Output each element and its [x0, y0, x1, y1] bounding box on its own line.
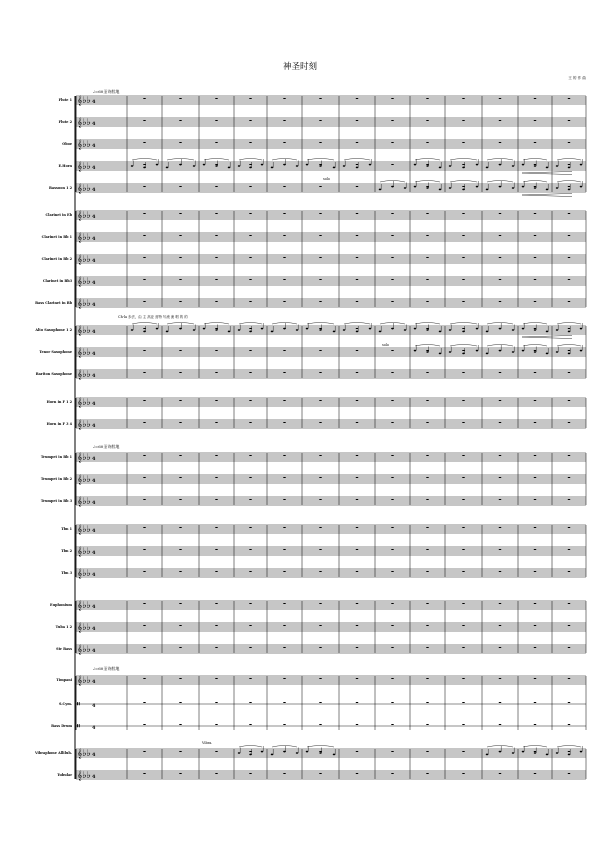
tempo-marking: ♩=60圣诗般地: [93, 666, 120, 671]
note: [486, 754, 489, 756]
slur: [557, 746, 581, 748]
svg-text:𝄞♭♭: 𝄞♭♭: [77, 348, 91, 358]
instrument-label: Str Bass: [56, 646, 72, 651]
slur: [523, 181, 547, 183]
slur: [415, 345, 440, 347]
note: [556, 165, 559, 167]
note: [143, 331, 146, 333]
note: [166, 331, 169, 333]
instrument-label: Tbn 3: [61, 570, 72, 575]
note: [249, 754, 252, 756]
note: [369, 164, 372, 166]
instrument-label: Trumpet in Bb 2: [40, 476, 72, 481]
note: [283, 328, 286, 330]
svg-text:4: 4: [92, 774, 96, 780]
instrument-label: Flute 2: [58, 119, 72, 124]
svg-text:4: 4: [92, 604, 96, 610]
svg-text:𝄞♭♭: 𝄞♭♭: [77, 255, 91, 265]
note: [568, 167, 571, 169]
note: [449, 165, 452, 167]
instrument-label: Clarinet in Eb: [45, 212, 72, 217]
svg-text:4: 4: [92, 401, 96, 407]
note: [261, 164, 264, 166]
note: [156, 164, 159, 166]
slur: [450, 159, 477, 161]
note: [414, 328, 417, 330]
note: [215, 329, 218, 331]
svg-text:𝄞♭♭: 𝄞♭♭: [77, 184, 91, 194]
note: [486, 331, 489, 333]
instrument-label: Horn in F 1 2: [46, 399, 72, 404]
slur: [132, 323, 157, 325]
slur: [239, 323, 262, 325]
slur: [557, 345, 581, 347]
note: [391, 328, 394, 330]
slur: [487, 323, 513, 325]
svg-text:4: 4: [92, 99, 96, 105]
note: [512, 351, 515, 353]
instrument-label: Tbn 2: [61, 548, 72, 553]
note: [580, 350, 583, 352]
slur: [557, 159, 581, 161]
slur: [344, 159, 370, 161]
staff: [76, 276, 586, 287]
svg-text:𝄞♭♭: 𝄞♭♭: [77, 299, 91, 309]
note: [462, 331, 465, 333]
instrument-label: Bass Clarinet in Bb: [35, 300, 72, 305]
slur: [487, 746, 513, 748]
note: [306, 328, 309, 330]
instrument-label: Euphonium: [50, 602, 72, 607]
note: [546, 189, 549, 191]
svg-text:4: 4: [92, 725, 96, 731]
slur: [307, 746, 334, 748]
note: [462, 189, 465, 191]
staff: [76, 675, 586, 686]
solo-marking: solo: [323, 177, 330, 181]
note: [228, 167, 231, 169]
note: [319, 165, 322, 167]
slur: [307, 323, 334, 325]
instrument-label: Timpani: [56, 677, 72, 682]
note: [369, 328, 372, 330]
svg-text:𝄞♭♭: 𝄞♭♭: [77, 326, 91, 336]
staff: [76, 546, 586, 557]
staff: [76, 419, 586, 430]
note: [568, 189, 571, 191]
staff: [76, 183, 586, 194]
slur: [450, 323, 477, 325]
svg-text:𝄞♭♭: 𝄞♭♭: [77, 453, 91, 463]
note: [476, 186, 479, 188]
slur: [307, 159, 334, 161]
note: [522, 164, 525, 166]
note: [556, 351, 559, 353]
instrument-label: Tuba 1 2: [55, 624, 72, 629]
note: [296, 329, 299, 331]
instrument-label: Tbn 1: [61, 526, 72, 531]
instrument-label: Tenor Saxophone: [39, 349, 72, 354]
svg-text:4: 4: [92, 572, 96, 578]
note: [499, 350, 502, 352]
note: [486, 189, 489, 191]
slur: [204, 159, 229, 161]
slur: [272, 746, 297, 748]
staff: [76, 161, 586, 172]
svg-text:4: 4: [92, 679, 96, 685]
note: [271, 331, 274, 333]
note: [580, 328, 583, 330]
note: [414, 350, 417, 352]
slur: [557, 181, 581, 183]
note: [271, 754, 274, 756]
vibraphone-marking: Vibra.: [202, 741, 213, 745]
instrument-label: Clarinet in Bb 1: [41, 234, 72, 239]
note: [534, 329, 537, 331]
note: [568, 754, 571, 756]
note: [283, 164, 286, 166]
note: [426, 165, 429, 167]
note: [476, 164, 479, 166]
svg-text:4: 4: [92, 500, 96, 506]
staff: [76, 722, 586, 732]
staff: [76, 452, 586, 463]
note: [439, 189, 442, 191]
staff: [76, 325, 586, 336]
note: [546, 331, 549, 333]
instrument-label: Bass Drum: [51, 723, 72, 728]
note: [522, 350, 525, 352]
note: [333, 167, 336, 169]
svg-text:𝄞♭♭: 𝄞♭♭: [77, 547, 91, 557]
note: [379, 189, 382, 191]
svg-text:4: 4: [92, 214, 96, 220]
staff: [76, 568, 586, 579]
note: [534, 187, 537, 189]
instrument-label: Bariton Saxophone: [35, 371, 72, 376]
instrument-label: Tubular: [57, 772, 72, 777]
note: [193, 165, 196, 167]
note: [462, 167, 465, 169]
slur: [487, 159, 513, 161]
note: [193, 329, 196, 331]
note: [449, 187, 452, 189]
svg-text:𝄞♭♭: 𝄞♭♭: [77, 233, 91, 243]
svg-text:4: 4: [92, 648, 96, 654]
svg-text:𝄞♭♭: 𝄞♭♭: [77, 645, 91, 655]
svg-text:𝄞♭♭: 𝄞♭♭: [77, 475, 91, 485]
svg-text:4: 4: [92, 351, 96, 357]
slur: [487, 345, 513, 347]
slur: [415, 323, 440, 325]
note: [534, 351, 537, 353]
svg-text:𝄞♭♭: 𝄞♭♭: [77, 398, 91, 408]
svg-text:4: 4: [92, 165, 96, 171]
note: [179, 164, 182, 166]
note: [238, 329, 241, 331]
note: [404, 329, 407, 331]
note: [426, 351, 429, 353]
note: [556, 329, 559, 331]
note: [306, 164, 309, 166]
note: [271, 167, 274, 169]
note: [439, 353, 442, 355]
svg-text:4: 4: [92, 187, 96, 193]
svg-text:𝄥: 𝄥: [77, 700, 80, 710]
note: [296, 165, 299, 167]
slur: [415, 159, 440, 161]
staff: [76, 254, 586, 265]
staff: [76, 474, 586, 485]
staff: [76, 117, 586, 128]
svg-text:𝄥: 𝄥: [77, 722, 80, 732]
staff: [76, 232, 586, 243]
slur: [523, 159, 547, 161]
note: [499, 186, 502, 188]
instrument-label: Alto Saxophone 1 2: [35, 327, 72, 332]
note: [131, 329, 134, 331]
note: [179, 328, 182, 330]
instrument-label: E.Horn: [58, 163, 72, 168]
svg-text:𝄞♭♭: 𝄞♭♭: [77, 569, 91, 579]
note: [249, 167, 252, 169]
note: [486, 167, 489, 169]
staff: [76, 347, 586, 358]
note: [404, 187, 407, 189]
note: [556, 752, 559, 754]
note: [283, 751, 286, 753]
note: [319, 329, 322, 331]
slur: [523, 345, 547, 347]
note: [215, 165, 218, 167]
svg-text:𝄞♭♭: 𝄞♭♭: [77, 601, 91, 611]
slur: [167, 323, 194, 325]
note: [249, 331, 252, 333]
slur: [239, 746, 262, 748]
instrument-label: Flute 1: [58, 97, 72, 102]
note: [499, 164, 502, 166]
note: [512, 329, 515, 331]
hairpin: [522, 171, 572, 174]
svg-text:𝄞♭♭: 𝄞♭♭: [77, 211, 91, 221]
note: [333, 754, 336, 756]
note: [556, 187, 559, 189]
instrument-label: Trumpet in Bb 1: [40, 454, 72, 459]
staff: [76, 748, 586, 759]
note: [439, 331, 442, 333]
tempo-marking: ♩=60圣诗般地: [93, 444, 120, 449]
svg-text:4: 4: [92, 121, 96, 127]
svg-text:4: 4: [92, 478, 96, 484]
note: [414, 164, 417, 166]
note: [439, 167, 442, 169]
note: [343, 329, 346, 331]
note: [203, 328, 206, 330]
note: [546, 353, 549, 355]
instrument-label: S.Cym.: [59, 701, 72, 706]
instrument-label: Trumpet in Bb 3: [40, 498, 72, 503]
staff: [76, 770, 586, 781]
slur: [380, 323, 405, 325]
staff: [76, 298, 586, 309]
note: [546, 754, 549, 756]
solo-marking: solo: [382, 343, 389, 347]
slur: [132, 159, 157, 161]
instrument-label: Clarinet in Bb 2: [41, 256, 72, 261]
staff: [76, 622, 586, 633]
svg-text:4: 4: [92, 373, 96, 379]
svg-text:4: 4: [92, 280, 96, 286]
svg-text:𝄞♭♭: 𝄞♭♭: [77, 140, 91, 150]
svg-text:𝄞♭♭: 𝄞♭♭: [77, 771, 91, 781]
slur: [523, 323, 547, 325]
slur: [204, 323, 229, 325]
note: [131, 165, 134, 167]
note: [522, 186, 525, 188]
staff: [76, 95, 586, 106]
note: [333, 331, 336, 333]
note: [319, 752, 322, 754]
note: [499, 328, 502, 330]
note: [568, 353, 571, 355]
note: [512, 187, 515, 189]
note: [156, 328, 159, 330]
note: [238, 165, 241, 167]
note: [391, 186, 394, 188]
slur: [167, 159, 194, 161]
note: [343, 165, 346, 167]
note: [486, 353, 489, 355]
svg-text:𝄞♭♭: 𝄞♭♭: [77, 370, 91, 380]
staff: [76, 369, 586, 380]
slur: [450, 345, 477, 347]
tempo-marking: ♩=60圣诗般地: [93, 89, 120, 94]
svg-text:𝄞♭♭: 𝄞♭♭: [77, 96, 91, 106]
note: [414, 186, 417, 188]
note: [203, 164, 206, 166]
slur: [523, 746, 547, 748]
note: [522, 328, 525, 330]
note: [580, 164, 583, 166]
svg-text:𝄞♭♭: 𝄞♭♭: [77, 623, 91, 633]
staff: [76, 139, 586, 150]
note: [462, 353, 465, 355]
instrument-label: Vibraphone Alliluh.: [34, 750, 72, 755]
note: [449, 329, 452, 331]
note: [356, 167, 359, 169]
note: [534, 752, 537, 754]
note: [512, 165, 515, 167]
note: [166, 167, 169, 169]
svg-text:4: 4: [92, 236, 96, 242]
svg-text:4: 4: [92, 423, 96, 429]
slur: [450, 181, 477, 183]
expression-text: Ch-la 步法，由 主 高亚 营特 写流 流 唱 的 的: [118, 315, 188, 319]
note: [143, 167, 146, 169]
svg-text:𝄞♭♭: 𝄞♭♭: [77, 162, 91, 172]
note: [228, 331, 231, 333]
svg-text:4: 4: [92, 626, 96, 632]
svg-text:4: 4: [92, 258, 96, 264]
note: [449, 351, 452, 353]
note: [522, 751, 525, 753]
score-title: 神圣时刻: [282, 62, 317, 72]
svg-text:4: 4: [92, 302, 96, 308]
slur: [557, 323, 581, 325]
staff: [76, 496, 586, 507]
svg-text:𝄞♭♭: 𝄞♭♭: [77, 676, 91, 686]
note: [426, 187, 429, 189]
note: [512, 752, 515, 754]
note: [534, 165, 537, 167]
slur: [415, 181, 440, 183]
staff: [76, 210, 586, 221]
svg-text:𝄞♭♭: 𝄞♭♭: [77, 497, 91, 507]
instrument-label: Oboe: [62, 141, 72, 146]
svg-text:𝄞♭♭: 𝄞♭♭: [77, 525, 91, 535]
instrument-label: Horn in F 3 4: [46, 421, 72, 426]
note: [261, 328, 264, 330]
staff: [76, 524, 586, 535]
svg-text:𝄞♭♭: 𝄞♭♭: [77, 277, 91, 287]
svg-text:4: 4: [92, 703, 96, 709]
slur: [344, 323, 370, 325]
note: [499, 751, 502, 753]
staff: [76, 397, 586, 408]
svg-text:4: 4: [92, 329, 96, 335]
composer-credit: 王 的 作 曲: [568, 76, 586, 80]
note: [296, 752, 299, 754]
slur: [380, 181, 405, 183]
slur: [272, 159, 297, 161]
note: [580, 751, 583, 753]
slur: [487, 181, 513, 183]
hairpin: [522, 193, 572, 196]
note: [379, 331, 382, 333]
note: [306, 751, 309, 753]
note: [426, 329, 429, 331]
staff: [76, 700, 586, 710]
note: [546, 167, 549, 169]
instrument-label: Bassoon 1 2: [49, 185, 72, 190]
note: [476, 350, 479, 352]
slur: [239, 159, 262, 161]
svg-text:4: 4: [92, 528, 96, 534]
note: [238, 752, 241, 754]
note: [580, 186, 583, 188]
instrument-label: Clarinet in Bb3: [42, 278, 72, 283]
slur: [272, 323, 297, 325]
svg-text:𝄞♭♭: 𝄞♭♭: [77, 749, 91, 759]
svg-text:4: 4: [92, 143, 96, 149]
staff: [76, 600, 586, 611]
staff: [76, 644, 586, 655]
note: [476, 328, 479, 330]
hairpin: [522, 335, 572, 338]
note: [356, 331, 359, 333]
svg-text:𝄞♭♭: 𝄞♭♭: [77, 118, 91, 128]
note: [261, 751, 264, 753]
svg-text:4: 4: [92, 456, 96, 462]
svg-text:4: 4: [92, 752, 96, 758]
note: [568, 331, 571, 333]
svg-text:4: 4: [92, 550, 96, 556]
svg-text:𝄞♭♭: 𝄞♭♭: [77, 420, 91, 430]
